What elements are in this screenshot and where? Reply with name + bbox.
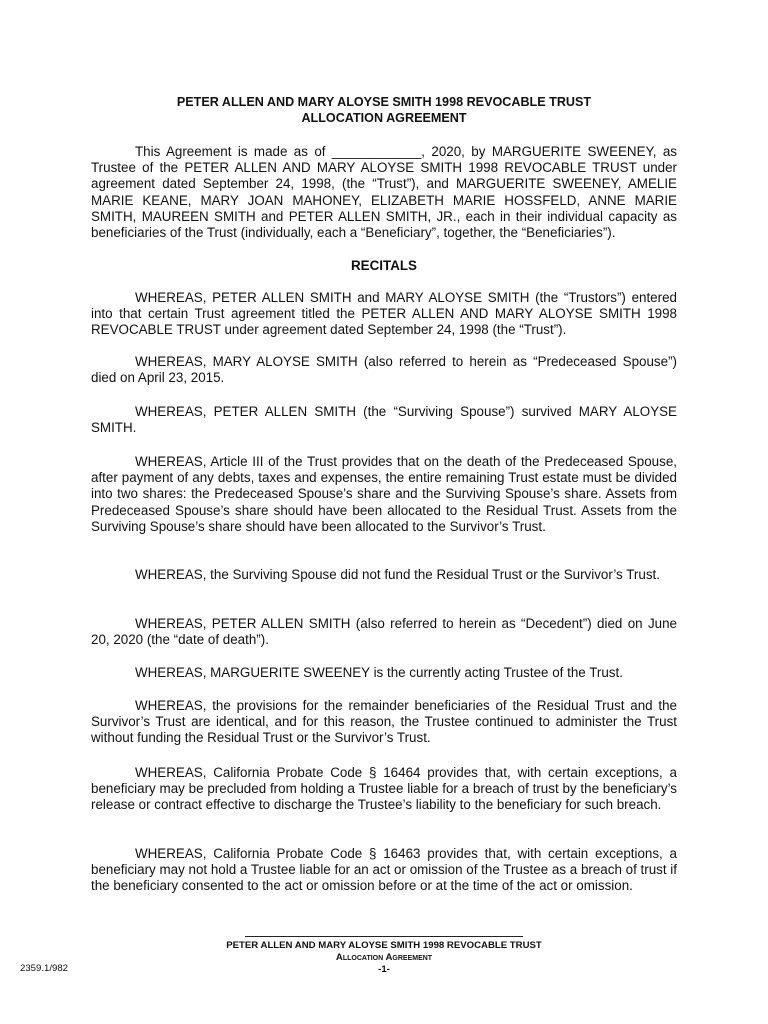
footer-document-number: 2359.1/982 [20,963,69,974]
recital-paragraph-5: WHEREAS, the Surviving Spouse did not fund the Residual Trust or the Survivor’s Trust. [135,567,660,582]
recital-paragraph-2: WHEREAS, MARY ALOYSE SMITH (also referred to herein as “Predeceased Spouse”) died on April 23, 2015. [91,354,677,386]
document-title-line-1: PETER ALLEN AND MARY ALOYSE SMITH 1998 REVOCABLE TRUST [176,95,592,109]
recital-paragraph-7: WHEREAS, MARGUERITE SWEENEY is the currently acting Trustee of the Trust. [135,665,623,680]
recital-paragraph-9: WHEREAS, California Probate Code § 16464 provides that, with certain exceptions, a beneficiary may be precluded from holding a Trustee liable for a breach of trust by the beneficiary’s release or contract effective to discharge the Trustee’s liability to the beneficiary for such breach. [91,765,677,813]
document-title-line-2: ALLOCATION AGREEMENT [301,111,467,125]
footer-divider [245,936,523,937]
recital-paragraph-8: WHEREAS, the provisions for the remainder beneficiaries of the Residual Trust and the Survivor’s Trust are identical, and for this reason, the Trustee continued to administer the Trust without funding the Residual Trust or the Survivor’s Trust. [91,698,677,746]
recital-paragraph-6: WHEREAS, PETER ALLEN SMITH (also referred to herein as “Decedent”) died on June 20, 2020 (the “date of death”). [91,616,677,648]
recital-paragraph-10: WHEREAS, California Probate Code § 16463 provides that, with certain exceptions, a beneficiary may not hold a Trustee liable for an act or omission of the Trustee as a breach of trust if the beneficiary consented to the act or omission before or at the time of the act or omission. [91,846,677,894]
recitals-heading: RECITALS [351,258,417,273]
footer-trust-name: PETER ALLEN AND MARY ALOYSE SMITH 1998 REVOCABLE TRUST [226,940,542,951]
intro-paragraph: This Agreement is made as of ____________, 2020, by MARGUERITE SWEENEY, as Trustee of the PETER ALLEN AND MARY ALOYSE SMITH 1998 REVOCABLE TRUST under agreement dated September 24, 1998, (the “Trust”), and MARGUERITE SWEENEY, AMELIE MARIE KEANE, MARY JOAN MAHONEY, ELIZABETH MARIE HOSSFELD, ANNE MARIE SMITH, MAUREEN SMITH and PETER ALLEN SMITH, JR., each in their individual capacity as beneficiaries of the Trust (individually, each a “Beneficiary”, together, the “Beneficiaries”). [91,144,677,241]
recital-paragraph-4: WHEREAS, Article III of the Trust provides that on the death of the Predeceased Spouse, after payment of any debts, taxes and expenses, the entire remaining Trust estate must be divided into two shares: the Predeceased Spouse’s share and the Surviving Spouse’s share. Assets from Predeceased Spouse’s share should have been allocated to the Residual Trust. Assets from the Surviving Spouse’s share should have been allocated to the Survivor’s Trust. [91,454,677,534]
recital-paragraph-1: WHEREAS, PETER ALLEN SMITH and MARY ALOYSE SMITH (the “Trustors”) entered into that certain Trust agreement titled the PETER ALLEN AND MARY ALOYSE SMITH 1998 REVOCABLE TRUST under agreement dated September 24, 1998 (the “Trust”). [91,290,677,338]
recital-paragraph-3: WHEREAS, PETER ALLEN SMITH (the “Surviving Spouse”) survived MARY ALOYSE SMITH. [91,404,677,436]
footer-agreement-name: Allocation Agreement [335,952,433,963]
footer-page-number: -1- [378,964,390,975]
